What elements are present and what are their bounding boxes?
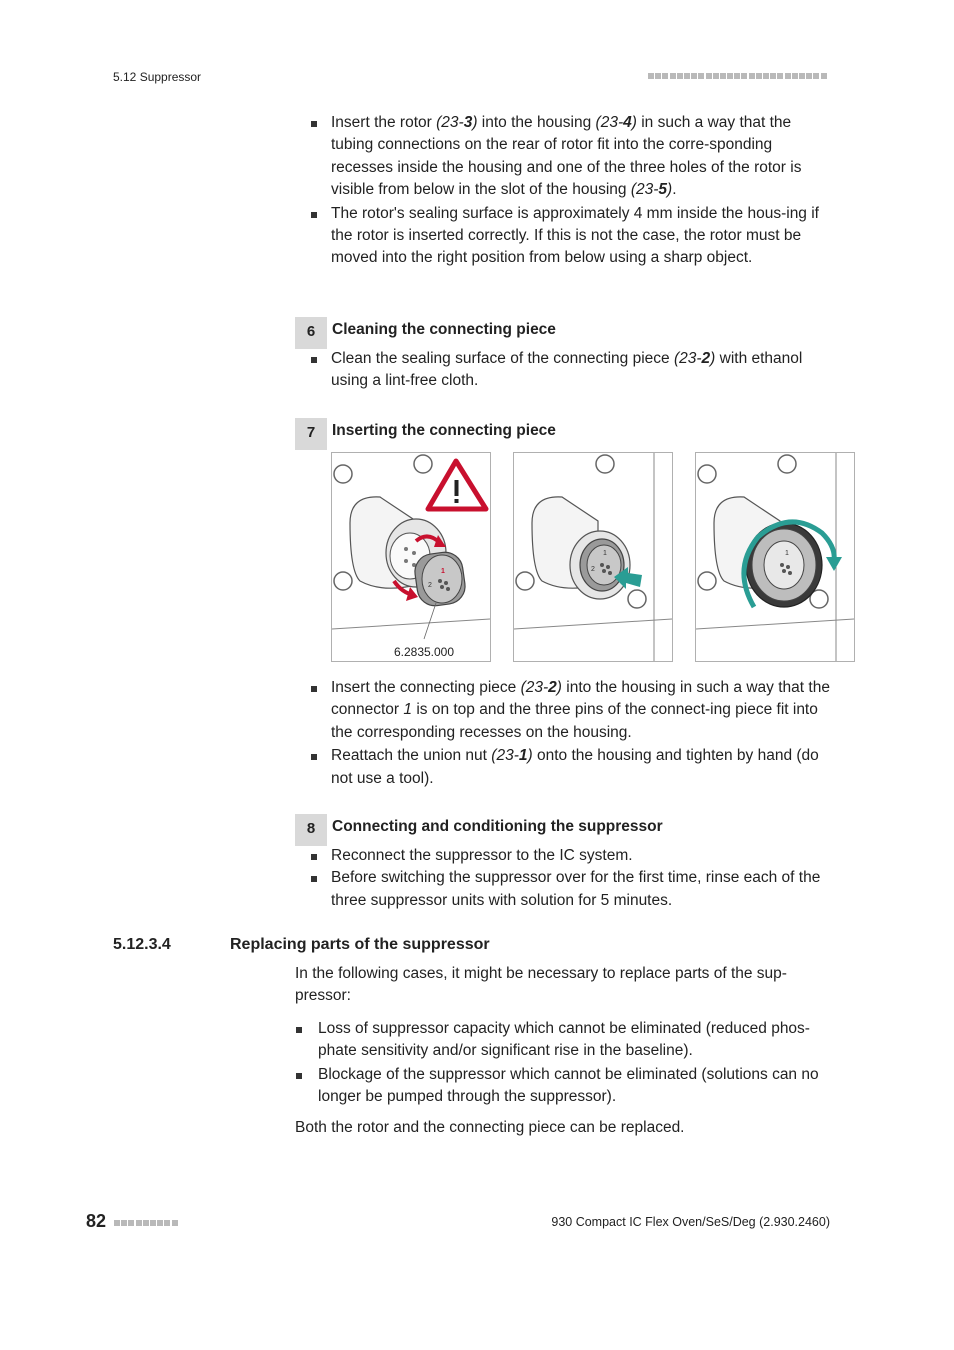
header-decoration: [648, 71, 828, 80]
list-item: Insert the connecting piece (23-2) into the housing in such a way that the connector 1 is on top and the three pins of the connect-ing piece fit into the corresponding recesses on the housing.: [272, 677, 835, 744]
svg-text:1: 1: [785, 550, 789, 557]
section-closing: Both the rotor and the connecting piece can be replaced.: [295, 1119, 685, 1136]
figure-panel-2: [513, 452, 673, 662]
step-7-bullets: [295, 677, 835, 790]
section-number: 5.12.3.4: [113, 936, 171, 953]
step-8-heading: [295, 814, 835, 846]
list-item: Before switching the suppressor over for the first time, rinse each of the three suppressor units with solution for 5 minutes.: [272, 867, 835, 912]
step-6-heading: [295, 317, 835, 349]
section-title: Replacing parts of the suppressor: [230, 936, 490, 953]
section-intro: In the following cases, it might be necessary to replace parts of the sup-pressor:: [295, 965, 787, 1005]
connecting-piece-insert-illustration: [514, 453, 672, 661]
figure-panel-3: [695, 452, 855, 662]
svg-text:2: 2: [591, 566, 595, 573]
list-item: Blockage of the suppressor which cannot be eliminated (solutions can no longer be pumped through the suppressor).: [295, 1064, 835, 1109]
mounting-hole-icon: [698, 572, 716, 590]
svg-text:1: 1: [441, 568, 445, 575]
page-number: 82: [86, 1211, 107, 1231]
list-item: Reconnect the suppressor to the IC system.: [272, 845, 835, 867]
step-title: Connecting and conditioning the suppressor: [332, 818, 663, 835]
step-number: 6: [295, 317, 327, 349]
step-7-heading: [295, 418, 835, 450]
list-item: The rotor's sealing surface is approximately 4 mm inside the hous-ing if the rotor is inserted correctly. If this is not the case, the rotor must be moved into the right position from below using a sharp object.: [272, 203, 835, 270]
section-bullets: [295, 1018, 835, 1109]
footer-product-title: 930 Compact IC Flex Oven/SeS/Deg (2.930.2460): [551, 1215, 830, 1229]
step-6-bullets: [295, 348, 835, 393]
mounting-hole-icon: [778, 455, 796, 473]
list-item: Reattach the union nut (23-1) onto the housing and tighten by hand (do not use a tool).: [272, 745, 835, 790]
step-number: 8: [295, 814, 327, 846]
list-item: Loss of suppressor capacity which cannot be eliminated (reduced phos-phate sensitivity and/or significant rise in the baseline).: [295, 1018, 835, 1063]
step-title: Cleaning the connecting piece: [332, 321, 556, 338]
mounting-hole-icon: [698, 465, 716, 483]
mounting-hole-icon: [334, 465, 352, 483]
mounting-hole-icon: [414, 455, 432, 473]
svg-text:1: 1: [603, 550, 607, 557]
running-header-section: 5.12 Suppressor: [113, 70, 202, 84]
mounting-hole-icon: [596, 455, 614, 473]
footer-decoration: [114, 1218, 179, 1227]
connecting-piece-illustration: [332, 453, 490, 661]
svg-text:2: 2: [428, 582, 432, 589]
list-item: Clean the sealing surface of the connecting piece (23-2) with ethanol using a lint-free cloth.: [272, 348, 835, 393]
mounting-hole-icon: [516, 572, 534, 590]
mounting-hole-icon: [628, 590, 646, 608]
intro-bullets: [295, 112, 835, 270]
figure-panel-1: [331, 452, 491, 662]
step-number: 7: [295, 418, 327, 450]
step-8-bullets: [295, 845, 835, 912]
union-nut-tighten-illustration: [696, 453, 854, 661]
part-number-label: 6.2835.000: [393, 645, 455, 659]
list-item: Insert the rotor (23-3) into the housing (23-4) in such a way that the tubing connections on the rear of rotor fit into the corre-sponding recesses inside the housing and one of the three holes of the rotor is visible from below in the slot of the housing (23-5).: [272, 112, 835, 202]
step-title: Inserting the connecting piece: [332, 422, 556, 439]
mounting-hole-icon: [334, 572, 352, 590]
